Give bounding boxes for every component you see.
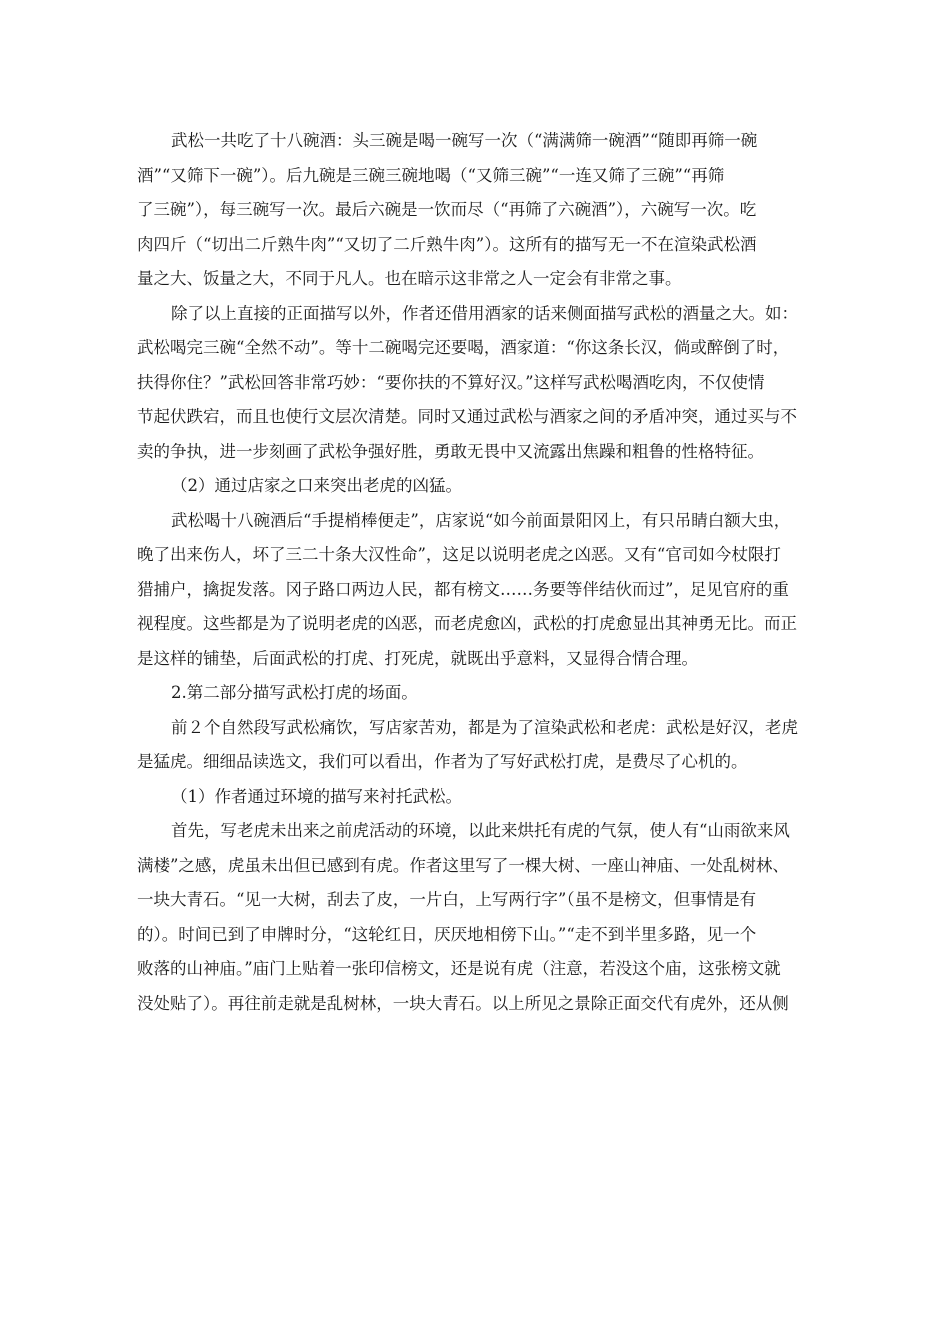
text-line: 肉四斤（“切出二斤熟牛肉”“又切了二斤熟牛肉”）。这所有的描写无一不在渲染武松酒	[137, 234, 757, 254]
text-line: 视程度。这些都是为了说明老虎的凶恶，而老虎愈凶，武松的打虎愈显出其神勇无比。而正	[137, 614, 797, 633]
text-line: 猎捕户，擒捉发落。冈子路口两边人民，都有榜文……务要等伴结伙而过”，足见官府的重	[137, 579, 789, 599]
text-line: 的）。时间已到了申牌时分，“这轮红日，厌厌地相傍下山。”“走不到半里多路，见一个	[137, 924, 757, 944]
text-line: （2）通过店家之口来突出老虎的凶猛。	[171, 476, 462, 495]
text-line: 一块大青石。“见一大树，刮去了皮，一片白，上写两行字”（虽不是榜文，但事情是有	[137, 890, 757, 909]
text-line: 败落的山神庙。”庙门上贴着一张印信榜文，还是说有虎（注意，若没这个庙，这张榜文就	[137, 959, 781, 978]
text-line: 2.第二部分描写武松打虎的场面。	[171, 683, 418, 702]
document-body	[137, 124, 813, 1021]
text-line: 晚了出来伤人，坏了三二十条大汉性命”，这足以说明老虎之凶恶。又有“官司如今杖限打	[137, 545, 781, 564]
text-line: 了三碗”），每三碗写一次。最后六碗是一饮而尽（“再筛了六碗酒”），六碗写一次。吃	[137, 200, 757, 219]
text-line: 首先，写老虎未出来之前虎活动的环境，以此来烘托有虎的气氛，使人有“山雨欲来风	[171, 821, 790, 840]
text-line: 酒”“又筛下一碗”）。后九碗是三碗三碗地喝（“又筛三碗”“一连又筛了三碗”“再筛	[137, 165, 725, 185]
text-line: 武松喝完三碗“全然不动”。等十二碗喝完还要喝，酒家道：“你这条长汉，倘或醉倒了时，	[137, 338, 790, 357]
text-line: 满楼”之感，虎虽未出但已感到有虎。作者这里写了一棵大树、一座山神庙、一处乱树林、	[137, 855, 789, 875]
text-line: 量之大、饭量之大，不同于凡人。也在暗示这非常之人一定会有非常之事。	[137, 269, 682, 288]
text-line: 前２个自然段写武松痛饮，写店家苦劝，都是为了渲染武松和老虎：武松是好汉，老虎	[171, 717, 798, 737]
text-line: 是这样的铺垫，后面武松的打虎、打死虎，就既出乎意料，又显得合情合理。	[137, 648, 698, 668]
text-line: 没处贴了）。再往前走就是乱树林，一块大青石。以上所见之景除正面交代有虎外，还从侧	[137, 993, 789, 1013]
text-line: 是猛虎。细细品读选文，我们可以看出，作者为了写好武松打虎，是费尽了心机的。	[137, 752, 748, 771]
text-line: 扶得你住？”武松回答非常巧妙：“要你扶的不算好汉。”这样写武松喝酒吃肉，不仅使情	[137, 372, 765, 392]
text-line: （1）作者通过环境的描写来衬托武松。	[171, 786, 462, 806]
text-line: 武松喝十八碗酒后“手提梢棒便走”，店家说“如今前面景阳冈上，有只吊睛白额大虫，	[171, 510, 791, 530]
text-line: 节起伏跌宕，而且也使行文层次清楚。同时又通过武松与酒家之间的矛盾冲突，通过买与不	[137, 407, 797, 426]
text-line: 除了以上直接的正面描写以外，作者还借用酒家的话来侧面描写武松的酒量之大。如：	[171, 303, 798, 323]
text-line: 武松一共吃了十八碗酒：头三碗是喝一碗写一次（“满满筛一碗酒”“随即再筛一碗	[171, 131, 758, 150]
text-line: 卖的争执，进一步刻画了武松争强好胜，勇敢无畏中又流露出焦躁和粗鲁的性格特征。	[137, 441, 764, 461]
